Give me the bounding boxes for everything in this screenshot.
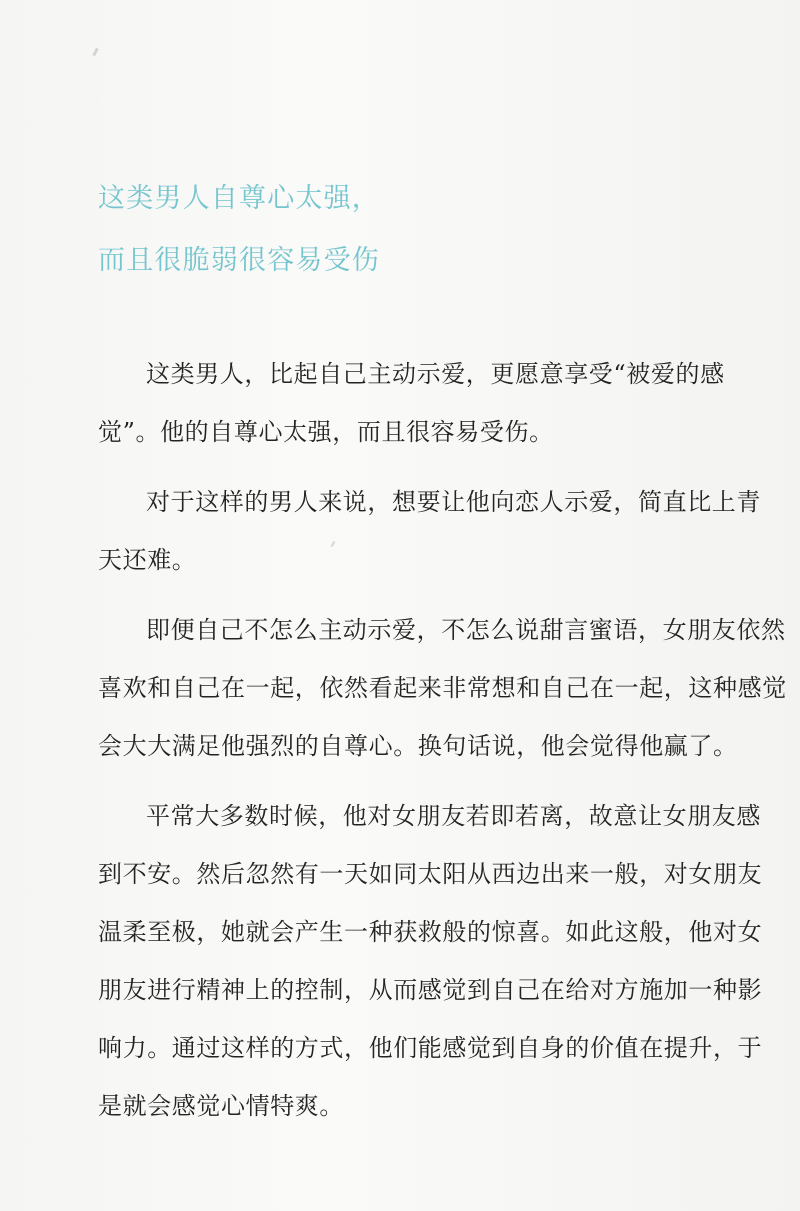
section-heading <box>98 168 718 292</box>
paragraph-line: 天还难。 <box>98 546 197 574</box>
paragraph-line: 会大大满足他强烈的自尊心。换句话说，他会觉得他赢了。 <box>98 732 738 760</box>
paragraph-line: 平常大多数时候，他对女朋友若即若离，故意让女朋友感 <box>146 802 761 830</box>
paragraph-line: 是就会感觉心情特爽。 <box>98 1092 344 1120</box>
paragraph <box>98 473 761 589</box>
heading-line: 这类男人自尊心太强， <box>98 183 380 214</box>
body-text <box>98 345 787 1147</box>
heading-line: 而且很脆弱很容易受伤 <box>98 245 380 276</box>
paragraph-line: 这类男人，比起自己主动示爱，更愿意享受“被爱的感 <box>146 360 725 388</box>
paragraph <box>98 601 787 775</box>
paragraph-line: 喜欢和自己在一起，依然看起来非常想和自己在一起，这种感觉 <box>98 674 787 702</box>
paragraph-line: 响力。通过这样的方式，他们能感觉到自身的价值在提升，于 <box>98 1034 763 1062</box>
paragraph <box>98 787 763 1135</box>
paragraph-line: 对于这样的男人来说，想要让他向恋人示爱，简直比上青 <box>146 488 761 516</box>
paragraph-line: 朋友进行精神上的控制，从而感觉到自己在给对方施加一种影 <box>98 976 763 1004</box>
paragraph <box>98 345 751 461</box>
paragraph-line: 温柔至极，她就会产生一种获救般的惊喜。如此这般，他对女 <box>98 918 763 946</box>
paragraph-line: 觉”。他的自尊心太强，而且很容易受伤。 <box>98 418 554 446</box>
paper-speck <box>92 48 98 56</box>
paragraph-line: 即便自己不怎么主动示爱，不怎么说甜言蜜语，女朋友依然 <box>146 616 786 644</box>
paragraph-line: 到不安。然后忽然有一天如同太阳从西边出来一般，对女朋友 <box>98 860 763 888</box>
